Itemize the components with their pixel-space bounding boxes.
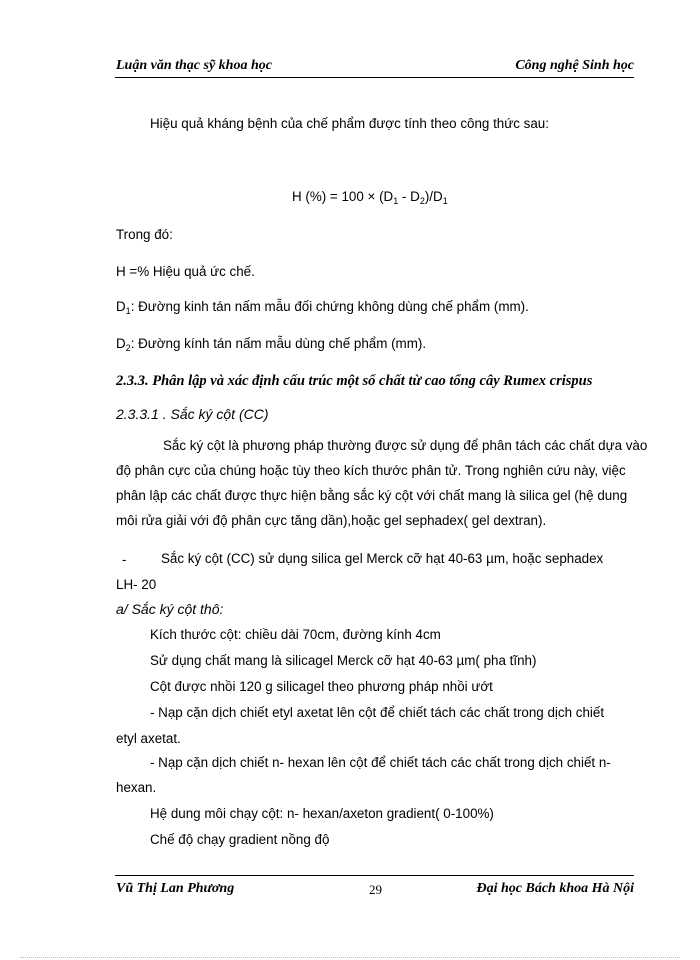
def-d2-text: : Đường kính tán nấm mẫu dùng chế phẩm (mm).	[130, 336, 427, 351]
section-subheading: 2.3.3.1 . Sắc ký cột (CC)	[116, 406, 269, 422]
def-d2	[116, 336, 426, 353]
coarse-column-title: a/ Sắc ký cột thô:	[116, 601, 224, 617]
formula-sub1: 1	[393, 196, 399, 206]
header-rule	[115, 77, 634, 78]
load-etyl-line-1: - Nạp cặn dịch chiết etyl axetat lên cột để chiết tách các chất trong dịch chiết	[150, 705, 605, 720]
header-left-title: Luận văn thạc sỹ khoa học	[116, 58, 272, 73]
footer-university: Đại học Bách khoa Hà Nội	[476, 881, 634, 896]
def-d1-subscript: 1	[125, 306, 131, 316]
paragraph-line-4: môi rửa giải với độ phân cực tăng dần),hoặc gel sephadex( gel dextran).	[116, 513, 547, 528]
def-d2-symbol: D	[116, 336, 126, 351]
load-etyl-line-2: etyl axetat.	[116, 731, 181, 746]
formula-lhs: H (%) = 100 × (D	[292, 189, 394, 204]
formula	[292, 189, 448, 206]
solvent-system: Hệ dung môi chạy cột: n- hexan/axeton gradient( 0-100%)	[150, 806, 494, 821]
paragraph-line-2: độ phân cực của chúng hoặc tùy theo kích thước phân tử. Trong nghiên cứu này, việc	[116, 463, 626, 478]
page-bottom-dotted-border	[20, 957, 680, 958]
def-h: H =% Hiệu quả ức chế.	[116, 264, 255, 279]
section-heading: 2.3.3. Phân lập và xác định cấu trúc một số chất từ cao tổng cây Rumex crispus	[116, 373, 593, 389]
def-d1-symbol: D	[116, 299, 126, 314]
bullet-line-1: Sắc ký cột (CC) sử dụng silica gel Merck cỡ hạt 40-63 µm, hoặc sephadex	[161, 551, 604, 566]
def-d1	[116, 299, 529, 316]
footer-rule	[115, 875, 634, 876]
formula-sub2: 2	[419, 196, 425, 206]
coarse-line-3: Cột được nhồi 120 g silicagel theo phương pháp nhồi ướt	[150, 679, 493, 694]
load-hexan-line-1: - Nạp cặn dịch chiết n- hexan lên cột để chiết tách các chất trong dịch chiết n-	[150, 755, 611, 770]
bullet-line-2: LH- 20	[116, 577, 157, 592]
formula-end: )/D	[424, 189, 443, 204]
paragraph-line-3: phân lập các chất được thực hiện bằng sắc ký cột với chất mang là silica gel (hệ dung	[116, 488, 628, 503]
def-d2-subscript: 2	[125, 343, 131, 353]
gradient-mode: Chế độ chạy gradient nồng độ	[150, 832, 330, 847]
formula-mid: - D	[398, 189, 420, 204]
paragraph-line-1: Sắc ký cột là phương pháp thường được sử dụng để phân tách các chất dựa vào	[163, 438, 648, 453]
page-number: 29	[369, 882, 382, 897]
load-hexan-line-2: hexan.	[116, 780, 157, 795]
footer-author: Vũ Thị Lan Phương	[116, 881, 235, 896]
header-right-title: Công nghệ Sinh học	[515, 58, 634, 73]
coarse-line-1: Kích thước cột: chiều dài 70cm, đường kính 4cm	[150, 627, 441, 642]
def-d1-text: : Đường kinh tán nấm mẫu đối chứng không dùng chế phẩm (mm).	[130, 299, 529, 314]
bullet-marker: -	[122, 552, 127, 567]
formula-sub3: 1	[442, 196, 448, 206]
coarse-line-2: Sử dụng chất mang là silicagel Merck cỡ hạt 40-63 µm( pha tĩnh)	[150, 653, 537, 668]
intro-text: Hiệu quả kháng bệnh của chế phẩm được tính theo công thức sau:	[150, 116, 549, 131]
where-label: Trong đó:	[116, 227, 173, 242]
